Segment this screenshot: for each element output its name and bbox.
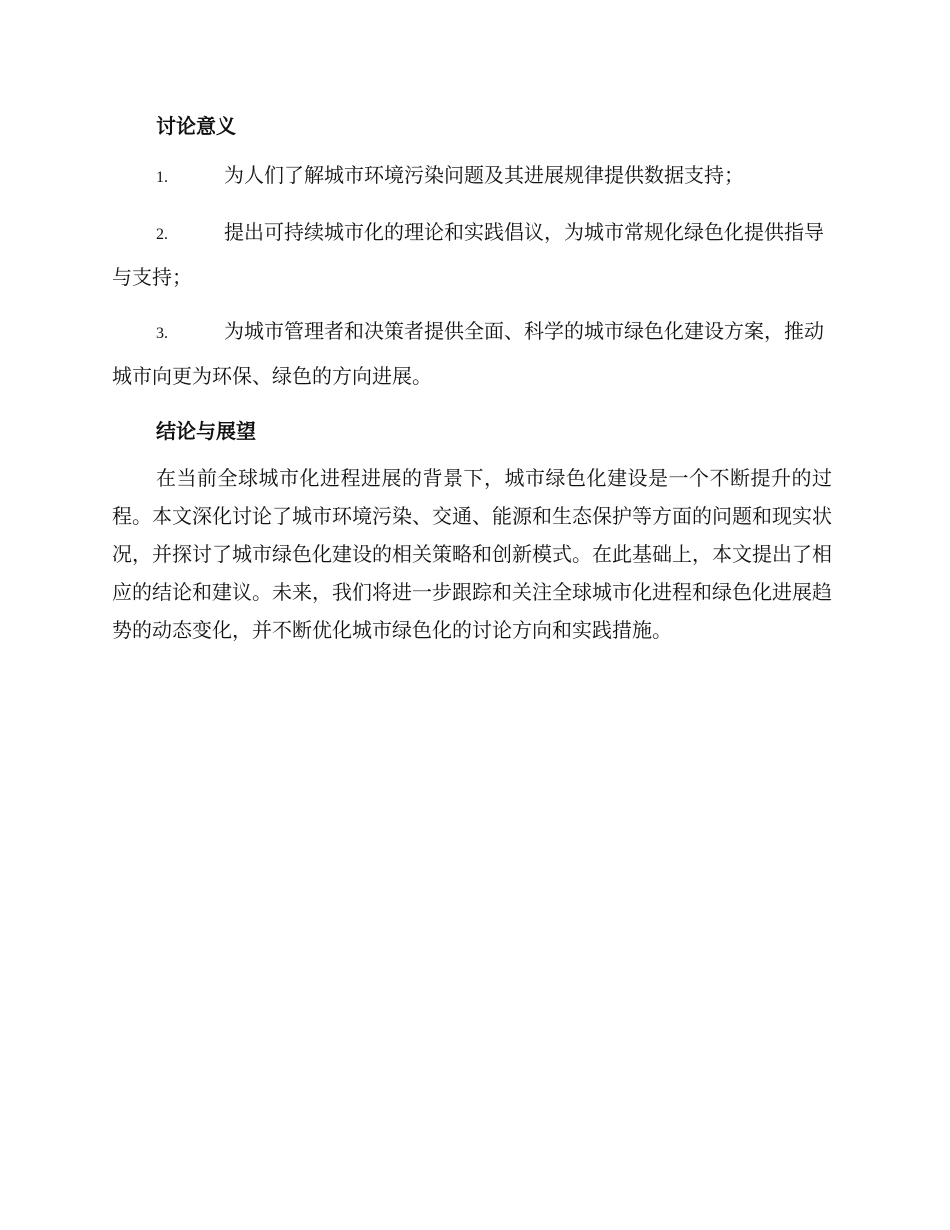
list-item [112,310,832,397]
list-number: 1. [156,169,168,186]
section-heading-significance: 讨论意义 [156,114,236,138]
list-number: 3. [156,325,168,342]
list-text: 为人们了解城市环境污染问题及其进展规律提供数据支持； [224,163,744,187]
list-item [112,211,832,298]
list-text: 提出可持续城市化的理论和实践倡议，为城市常规化绿色化提供指导与支持； [112,220,824,289]
list-number: 2. [156,226,168,243]
conclusion-paragraph: 在当前全球城市化进程进展的背景下，城市绿色化建设是一个不断提升的过程。本文深化讨论了城市环境污染、交通、能源和生态保护等方面的问题和现实状况，并探讨了城市绿色化建设的相关策略和创新模式。在此基础上，本文提出了相应的结论和建议。未来，我们将进一步跟踪和关注全球城市化进程和绿色化进展趋势的动态变化，并不断优化城市绿色化的讨论方向和实践措施。 [112,466,832,642]
document-content [112,108,832,649]
list-text: 为城市管理者和决策者提供全面、科学的城市绿色化建设方案，推动城市向更为环保、绿色的方向进展。 [112,319,824,388]
list-item [112,154,832,199]
section-heading-conclusion: 结论与展望 [156,419,256,443]
